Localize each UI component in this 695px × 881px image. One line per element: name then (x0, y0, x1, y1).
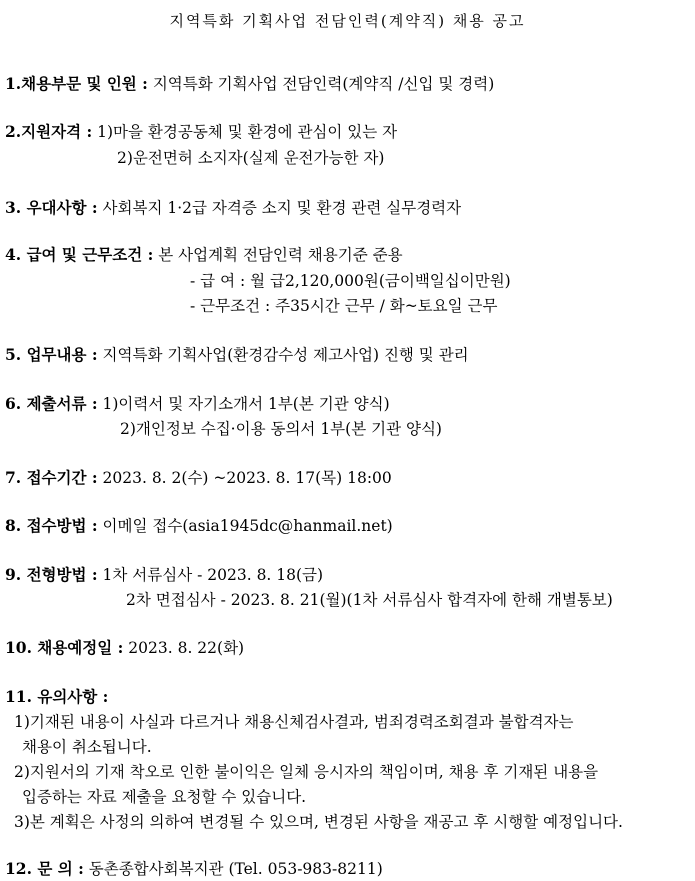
section-4 (5, 245, 403, 265)
section-4-line-3: - 근무조건 : 주35시간 근무 / 화~토요일 근무 (190, 297, 498, 315)
section-7-heading: 7. 접수기간 : (5, 468, 98, 487)
section-10 (5, 638, 244, 658)
page-title: 지역특화 기획사업 전담인력(계약직) 채용 공고 (169, 12, 526, 30)
section-12 (5, 859, 383, 879)
notice-1-line-2: 채용이 취소됩니다. (22, 738, 152, 756)
section-2-line-1: 1)마을 환경공동체 및 환경에 관심이 있는 자 (92, 123, 398, 141)
section-1-heading: 1.채용부문 및 인원 : (5, 74, 148, 93)
section-4-line-2: - 급 여 : 월 급2,120,000원(금이백일십이만원) (190, 272, 511, 290)
notice-1-line-1: 1)기재된 내용이 사실과 다르거나 채용신체검사결과, 범죄경력조회결과 불합격자는 (14, 713, 574, 731)
section-1-text: 지역특화 기획사업 전담인력(계약직 /신입 및 경력) (147, 75, 495, 93)
section-6-line-2: 2)개인정보 수집·이용 동의서 1부(본 기관 양식) (120, 420, 442, 438)
section-10-heading: 10. 채용예정일 : (5, 638, 124, 657)
section-3 (5, 198, 461, 218)
section-2 (5, 122, 397, 142)
section-3-text: 사회복지 1·2급 자격증 소지 및 환경 관련 실무경력자 (97, 199, 462, 217)
section-9-line-2: 2차 면접심사 - 2023. 8. 21(월)(1차 서류심사 합격자에 한해 개별통보) (126, 591, 613, 609)
section-12-heading: 12. 문 의 : (5, 859, 84, 878)
section-8-heading: 8. 접수방법 : (5, 516, 98, 535)
section-5 (5, 345, 469, 365)
section-7 (5, 468, 392, 488)
section-9-heading: 9. 전형방법 : (5, 565, 98, 584)
section-8-text: 이메일 접수(asia1945dc@hanmail.net) (97, 517, 393, 535)
notice-2-line-2: 입증하는 자료 제출을 요청할 수 있습니다. (22, 788, 307, 806)
section-10-text: 2023. 8. 22(화) (123, 639, 245, 657)
section-2-heading: 2.지원자격 : (5, 122, 93, 141)
section-4-line-1: 본 사업계획 전담인력 채용기준 준용 (153, 246, 403, 264)
section-6-heading: 6. 제출서류 : (5, 394, 98, 413)
section-12-text: 동촌종합사회복지관 (Tel. 053-983-8211) (83, 860, 383, 878)
section-5-heading: 5. 업무내용 : (5, 345, 98, 364)
section-6 (5, 394, 390, 414)
section-7-text: 2023. 8. 2(수) ~2023. 8. 17(목) 18:00 (97, 469, 392, 487)
section-8 (5, 516, 393, 536)
section-4-heading: 4. 급여 및 근무조건 : (5, 245, 154, 264)
notice-2-line-1: 2)지원서의 기재 착오로 인한 불이익은 일체 응시자의 책임이며, 채용 후 기재된 내용을 (14, 763, 599, 781)
section-11-heading: 11. 유의사항 : (5, 687, 109, 706)
section-9 (5, 565, 323, 585)
section-6-line-1: 1)이력서 및 자기소개서 1부(본 기관 양식) (97, 395, 390, 413)
notice-3: 3)본 계획은 사정의 의하여 변경될 수 있으며, 변경된 사항을 재공고 후 시행할 예정입니다. (14, 813, 623, 831)
section-5-text: 지역특화 기획사업(환경감수성 제고사업) 진행 및 관리 (97, 346, 469, 364)
section-3-heading: 3. 우대사항 : (5, 198, 98, 217)
section-9-line-1: 1차 서류심사 - 2023. 8. 18(금) (97, 566, 324, 584)
section-1 (5, 74, 494, 94)
section-2-line-2: 2)운전면허 소지자(실제 운전가능한 자) (117, 149, 385, 167)
